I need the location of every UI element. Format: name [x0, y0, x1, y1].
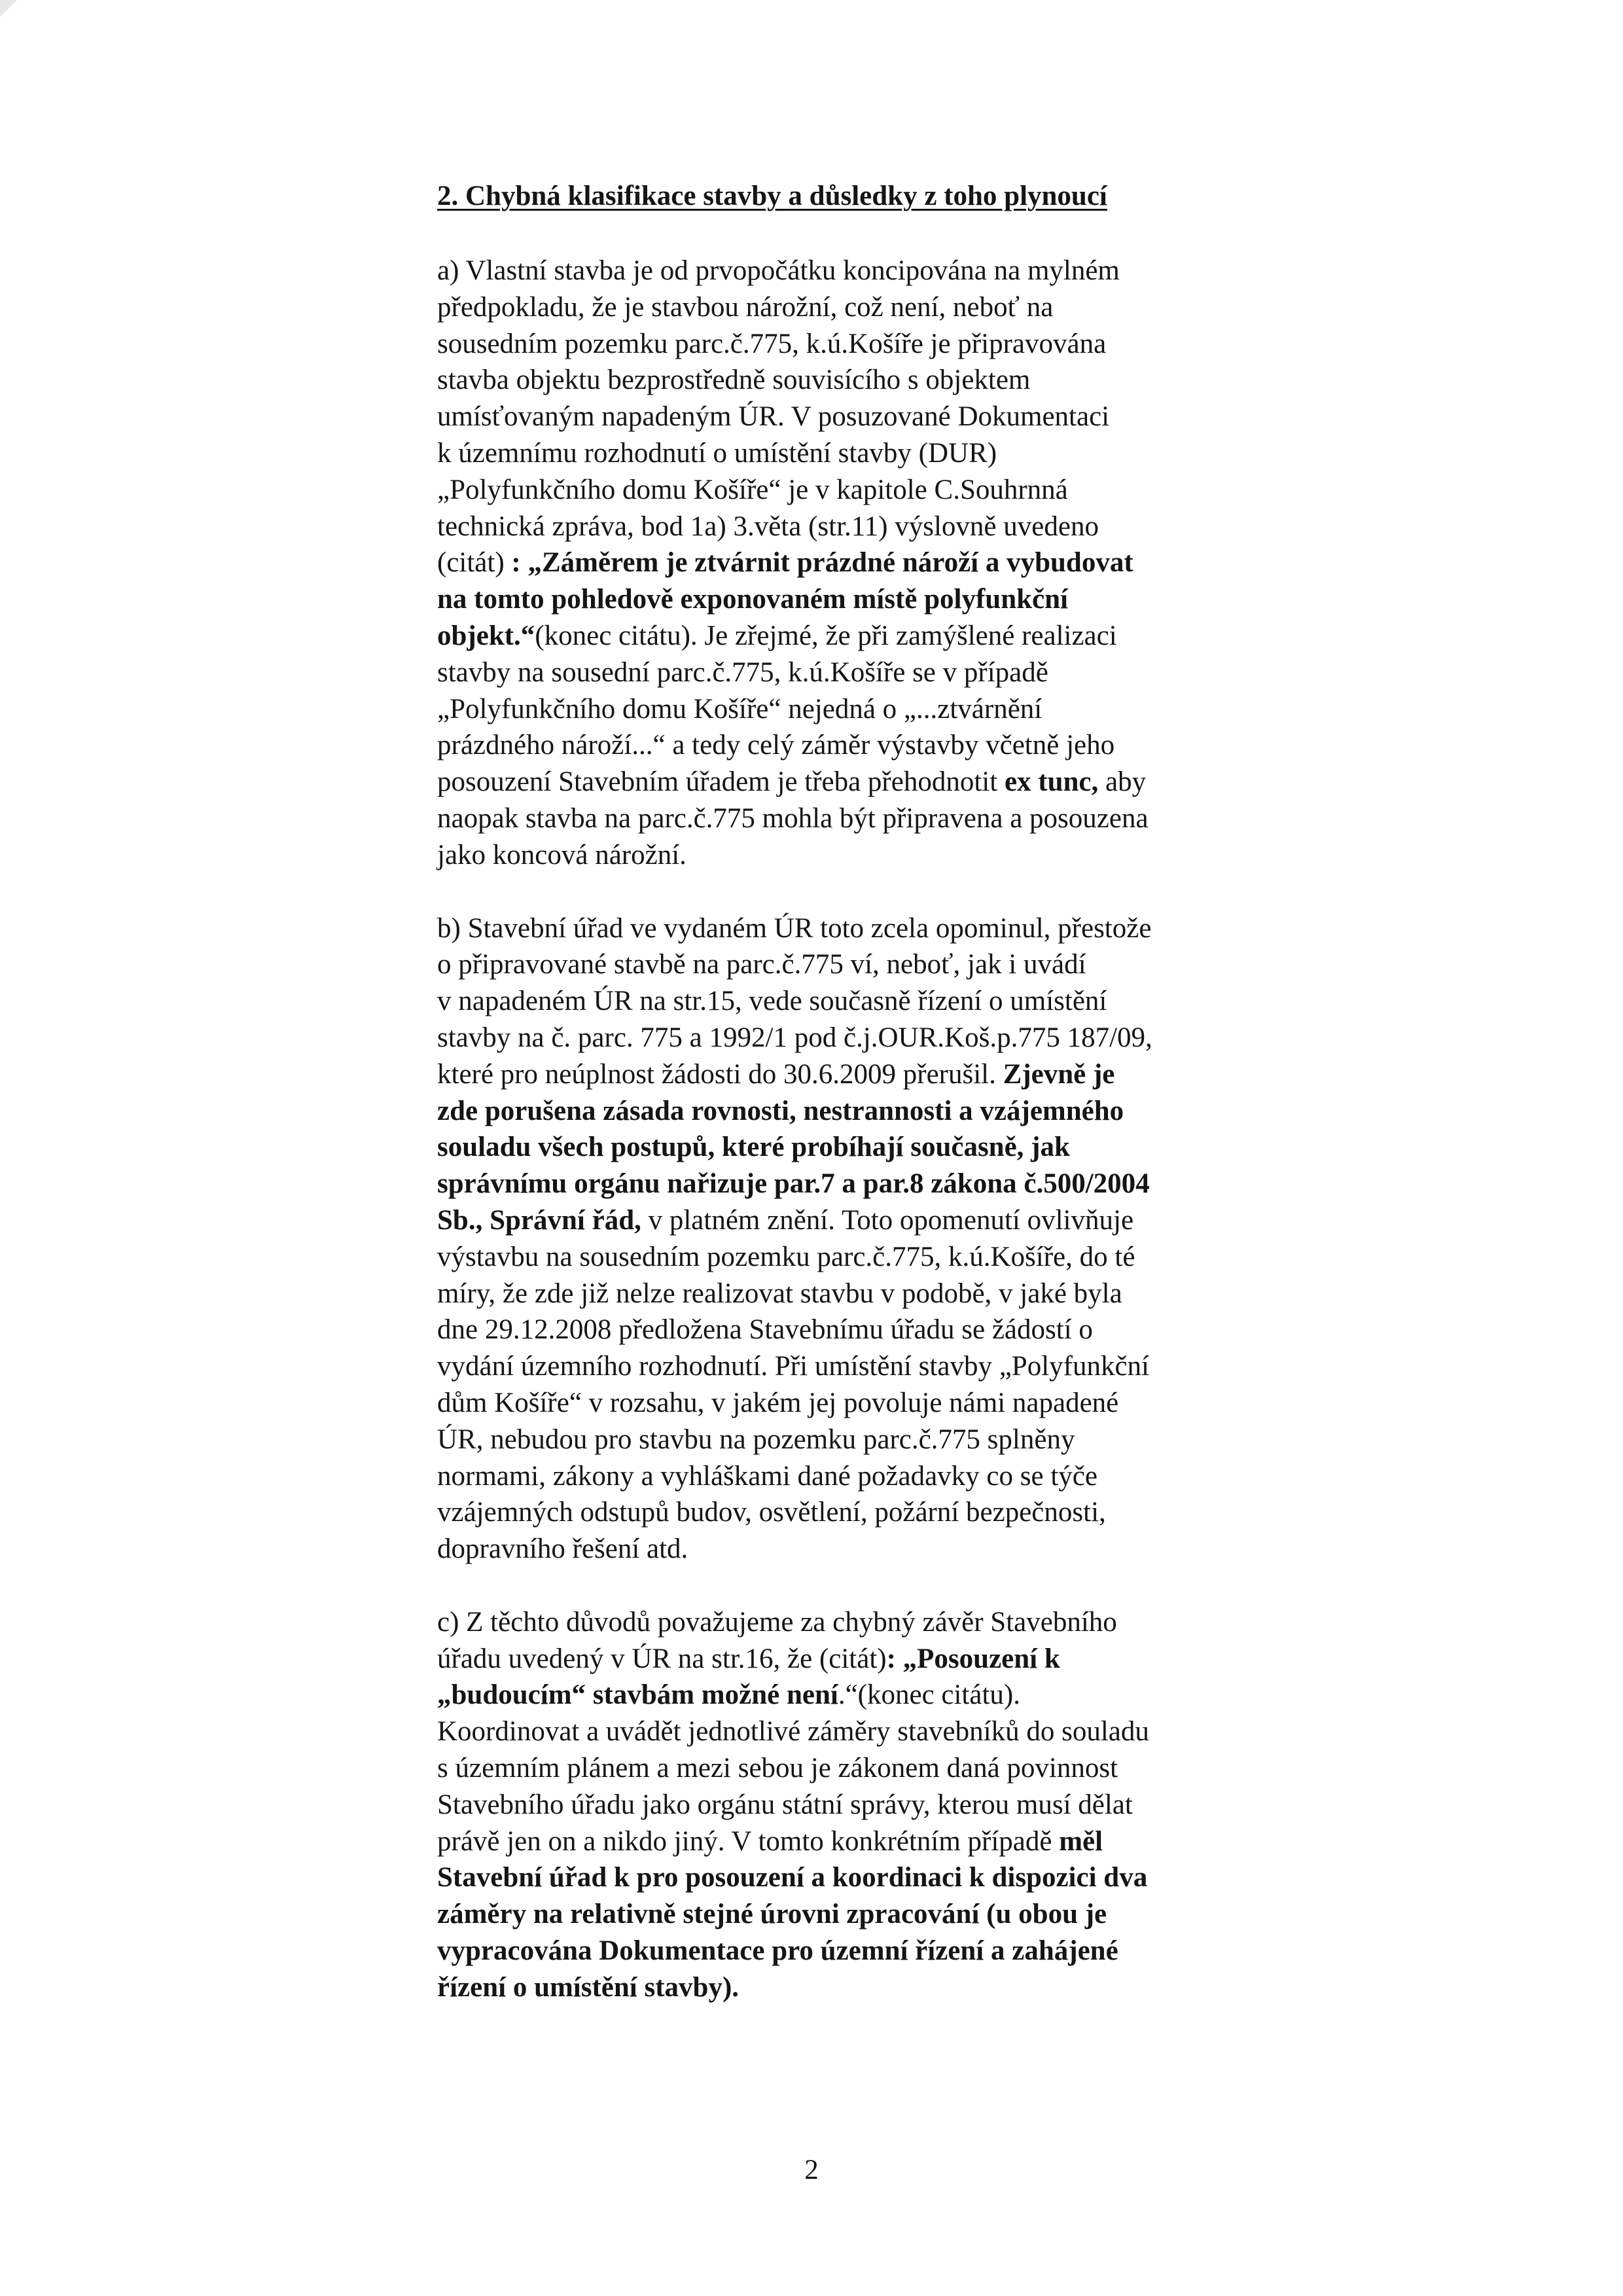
- paragraph-list: [437, 253, 1268, 2006]
- text-run: míry, že zde již nelze realizovat stavbu v podobě, v jaké byla: [437, 1278, 1122, 1309]
- text-run: právě jen on a nikdo jiný. V tomto konkrétním případě: [437, 1825, 1060, 1857]
- bold-text-run: zde porušena zásada rovnosti, nestrannosti a vzájemného: [437, 1095, 1124, 1126]
- text-line: [437, 435, 1268, 472]
- paragraph: [437, 910, 1268, 1568]
- text-run: stavby na sousední parc.č.775, k.ú.Košíře se v případě: [437, 656, 1048, 688]
- bold-text-run: Stavební úřad k pro posouzení a koordinaci k dispozici dva: [437, 1862, 1148, 1893]
- text-line: [437, 691, 1268, 728]
- text-line: [437, 1933, 1268, 1969]
- text-run: které pro neúplnost žádosti do 30.6.2009 přerušil.: [437, 1058, 1003, 1090]
- text-run: a) Vlastní stavba je od prvopočátku koncipována na mylném: [437, 255, 1120, 286]
- text-run: s územním plánem a mezi sebou je zákonem daná povinnost: [437, 1753, 1118, 1784]
- text-run: naopak stavba na parc.č.775 mohla být připravena a posouzena: [437, 802, 1149, 834]
- text-run: jako koncová nárožní.: [437, 839, 687, 870]
- text-run: vydání územního rozhodnutí. Při umístění stavby „Polyfunkční: [437, 1351, 1149, 1382]
- text-run: dne 29.12.2008 předložena Stavebnímu úřadu se žádostí o: [437, 1314, 1093, 1346]
- text-line: [437, 1312, 1268, 1348]
- text-line: [437, 983, 1268, 1020]
- text-line: [437, 1093, 1268, 1130]
- bold-text-run: objekt.“: [437, 620, 535, 651]
- text-line: [437, 472, 1268, 509]
- text-run: k územnímu rozhodnutí o umístění stavby (DUR): [437, 437, 997, 469]
- text-run: dům Košíře“ v rozsahu, v jakém jej povoluje námi napadené: [437, 1387, 1119, 1418]
- text-line: [437, 1020, 1268, 1056]
- text-line: [437, 399, 1268, 435]
- text-line: [437, 1677, 1268, 1713]
- text-run: sousedním pozemku parc.č.775, k.ú.Košíře je připravována: [437, 328, 1107, 359]
- text-line: [437, 837, 1268, 874]
- text-run: (citát): [437, 547, 512, 579]
- text-run: v napadeném ÚR na str.15, vede současně řízení o umístění: [437, 986, 1107, 1017]
- text-line: [437, 1531, 1268, 1568]
- text-line: [437, 910, 1268, 947]
- bold-text-run: : „Záměrem je ztvárnit prázdné nároží a vybudovat: [511, 547, 1133, 579]
- text-line: [437, 289, 1268, 326]
- text-run: „Polyfunkčního domu Košíře“ nejedná o „...ztvárnění: [437, 693, 1043, 725]
- bold-text-run: vypracována Dokumentace pro územní řízení a zahájené: [437, 1935, 1118, 1967]
- bold-text-run: ex tunc,: [1004, 766, 1099, 798]
- paragraph: [437, 253, 1268, 874]
- text-run: v platném znění. Toto opomenutí ovlivňuje: [641, 1204, 1134, 1236]
- text-line: [437, 326, 1268, 363]
- bold-text-run: : „Posouzení k: [886, 1643, 1060, 1674]
- text-line: [437, 1859, 1268, 1896]
- page-number: 2: [804, 2155, 819, 2185]
- text-run: c) Z těchto důvodů považujeme za chybný závěr Stavebního: [437, 1606, 1117, 1638]
- text-line: [437, 1056, 1268, 1093]
- text-line: [437, 362, 1268, 399]
- text-run: dopravního řešení atd.: [437, 1534, 688, 1565]
- text-run: normami, zákony a vyhláškami dané požadavky co se týče: [437, 1460, 1097, 1492]
- bold-text-run: na tomto pohledově exponovaném místě polyfunkční: [437, 584, 1068, 615]
- text-run: úřadu uvedený v ÚR na str.16, že (citát): [437, 1643, 887, 1674]
- text-run: vzájemných odstupů budov, osvětlení, požární bezpečnosti,: [437, 1497, 1106, 1528]
- text-run: b) Stavební úřad ve vydaném ÚR toto zcela opominul, přestože: [437, 912, 1152, 944]
- page-number-footer: [0, 2152, 1623, 2188]
- bold-text-run: měl: [1059, 1825, 1103, 1857]
- text-line: [437, 764, 1268, 800]
- text-run: Koordinovat a uvádět jednotlivé záměry stavebníků do souladu: [437, 1716, 1149, 1748]
- text-line: [437, 545, 1268, 581]
- text-line: [437, 1969, 1268, 2006]
- text-line: [437, 581, 1268, 618]
- text-run: předpokladu, že je stavbou nárožní, což není, neboť na: [437, 291, 1054, 323]
- text-run: technická zpráva, bod 1a) 3.věta (str.11) výslovně uvedeno: [437, 511, 1099, 542]
- text-line: [437, 1896, 1268, 1933]
- text-line: [437, 1713, 1268, 1750]
- bold-text-run: Zjevně je: [1003, 1058, 1115, 1090]
- text-line: [437, 253, 1268, 289]
- text-line: [437, 1348, 1268, 1385]
- text-line: [437, 1276, 1268, 1312]
- scan-corner-shadow: [0, 0, 17, 17]
- text-run: stavby na č. parc. 775 a 1992/1 pod č.j.OUR.Koš.p.775 187/09,: [437, 1022, 1152, 1053]
- text-line: [437, 1129, 1268, 1166]
- text-run: umísťovaným napadeným ÚR. V posuzované Dokumentaci: [437, 401, 1110, 433]
- text-line: [437, 1787, 1268, 1823]
- text-run: (konec citátu). Je zřejmé, že při zamýšlené realizaci: [535, 620, 1117, 651]
- text-run: prázdného nároží...“ a tedy celý záměr výstavby včetně jeho: [437, 730, 1115, 761]
- text-line: [437, 1385, 1268, 1422]
- bold-text-run: správnímu orgánu nařizuje par.7 a par.8 zákona č.500/2004: [437, 1168, 1150, 1200]
- document-body: [437, 178, 1268, 2043]
- text-line: [437, 509, 1268, 545]
- section-heading: 2. Chybná klasifikace stavby a důsledky z toho plynoucí: [437, 181, 1107, 211]
- text-run: Stavebního úřadu jako orgánu státní správy, kterou musí dělat: [437, 1789, 1133, 1820]
- text-line: [437, 727, 1268, 764]
- paragraph: [437, 1604, 1268, 2006]
- text-line: [437, 618, 1268, 655]
- text-run: .“(konec citátu).: [838, 1679, 1020, 1711]
- text-line: [437, 1823, 1268, 1860]
- text-line: [437, 1604, 1268, 1641]
- text-line: [437, 1750, 1268, 1787]
- text-run: stavba objektu bezprostředně souvisícího s objektem: [437, 365, 1031, 396]
- text-line: [437, 1202, 1268, 1239]
- text-line: [437, 1641, 1268, 1677]
- text-run: o připravované stavbě na parc.č.775 ví, neboť, jak i uvádí: [437, 949, 1086, 980]
- text-line: [437, 1458, 1268, 1495]
- text-line: [437, 800, 1268, 837]
- text-run: výstavbu na sousedním pozemku parc.č.775, k.ú.Košíře, do té: [437, 1241, 1135, 1272]
- text-run: posouzení Stavebním úřadem je třeba přehodnotit: [437, 766, 1005, 798]
- bold-text-run: Sb., Správní řád,: [437, 1204, 641, 1236]
- text-line: [437, 946, 1268, 983]
- text-run: „Polyfunkčního domu Košíře“ je v kapitole C.Souhrnná: [437, 474, 1068, 505]
- text-line: [437, 1494, 1268, 1531]
- bold-text-run: záměry na relativně stejné úrovni zpracování (u obou je: [437, 1899, 1107, 1930]
- text-run: ÚR, nebudou pro stavbu na pozemku parc.č.775 splněny: [437, 1424, 1075, 1455]
- text-run: aby: [1098, 766, 1147, 798]
- text-line: [437, 1422, 1268, 1458]
- text-line: [437, 1166, 1268, 1202]
- bold-text-run: souladu všech postupů, které probíhají současně, jak: [437, 1132, 1070, 1163]
- bold-text-run: „budoucím“ stavbám možné není: [437, 1679, 838, 1711]
- text-line: [437, 655, 1268, 691]
- bold-text-run: řízení o umístění stavby).: [437, 1971, 740, 2003]
- text-line: [437, 1239, 1268, 1276]
